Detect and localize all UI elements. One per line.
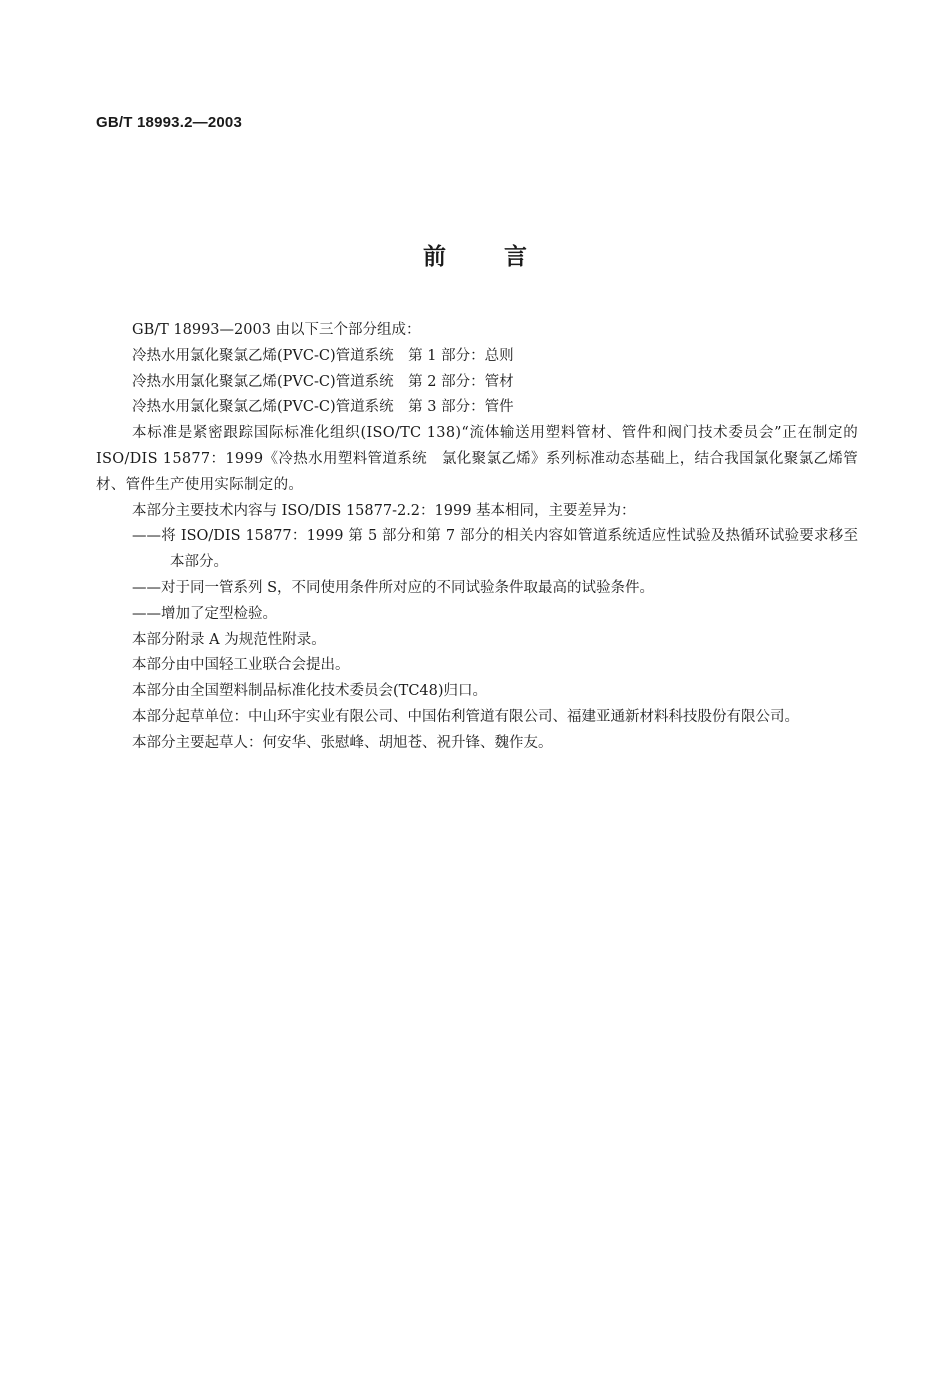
drafters-paragraph: 本部分主要起草人：何安华、张慰峰、胡旭苍、祝升锋、魏作友。	[132, 734, 553, 751]
standard-code: GB/T 18993.2—2003	[96, 114, 242, 131]
part-2-line: 冷热水用氯化聚氯乙烯(PVC-C)管道系统 第 2 部分：管材	[132, 373, 514, 390]
difference-item-3: ——增加了定型检验。	[132, 605, 277, 622]
foreword-body	[96, 318, 858, 757]
annex-paragraph: 本部分附录 A 为规范性附录。	[132, 631, 326, 648]
basis-paragraph: 本标准是紧密跟踪国际标准化组织(ISO/TC 138)“流体输送用塑料管材、管件和阀门技术委员会”正在制定的 ISO/DIS 15877：1999《冷热水用塑料管道系统 氯化聚氯乙烯》系列标准动态基础上，结合我国氯化聚氯乙烯管材、管件生产使用实际制定的。	[96, 425, 858, 493]
differences-intro-paragraph: 本部分主要技术内容与 ISO/DIS 15877-2.2：1999 基本相同，主要差异为：	[132, 502, 636, 519]
intro-paragraph: GB/T 18993—2003 由以下三个部分组成：	[132, 322, 421, 338]
difference-item-2: ——对于同一管系列 S，不同使用条件所对应的不同试验条件取最高的试验条件。	[132, 579, 655, 596]
proposer-paragraph: 本部分由中国轻工业联合会提出。	[132, 657, 350, 674]
page-title: 前言	[423, 244, 585, 270]
drafting-units-paragraph: 本部分起草单位：中山环宇实业有限公司、中国佑利管道有限公司、福建亚通新材料科技股份有限公司。	[132, 708, 799, 725]
difference-item-1: ——将 ISO/DIS 15877：1999 第 5 部分和第 7 部分的相关内容如管道系统适应性试验及热循环试验要求移至本部分。	[132, 528, 858, 571]
part-3-line: 冷热水用氯化聚氯乙烯(PVC-C)管道系统 第 3 部分：管件	[132, 399, 514, 416]
centralized-paragraph: 本部分由全国塑料制品标准化技术委员会(TC48)归口。	[132, 683, 488, 700]
part-1-line: 冷热水用氯化聚氯乙烯(PVC-C)管道系统 第 1 部分：总则	[132, 347, 514, 364]
